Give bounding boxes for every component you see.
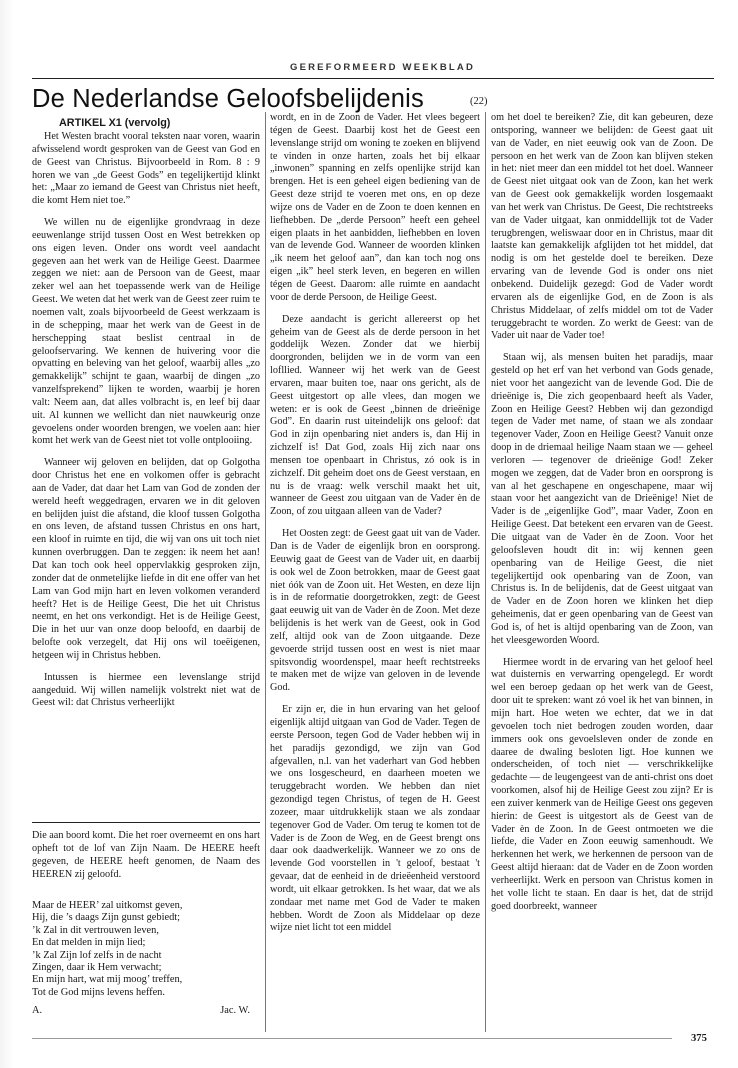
section-divider: [32, 822, 260, 823]
column-1-paragraph: Het Westen bracht vooral teksten naar voren, waarin afwisselend wordt gesproken van de Geest van God en de Geest van Christus. Bijvoorbeeld in Rom. 8 : 9 horen we van „de Geest Gods” en tegelijkertijd klinkt het: „Maar zo iemand de Geest van Christus niet heeft, die komt Hem niet toe.”: [32, 131, 260, 207]
page-number: 375: [691, 1033, 707, 1044]
column-3-paragraph: Hiermee wordt in de ervaring van het geloof heel wat duisternis en verwarring opengelegd. Er wordt wel een beroep gedaan op het werk van de Geest, door uit te spreken: want zó voel ik het van binnen, in mijn hart. Hoe weten we echter, dat we in dat gevoelen toch niet bedrogen zouden worden, daar immers ook ons gevoelsleven onder de zonde en daaree de dwaling besloten ligt. Hoe kunnen we onderscheiden, of toch niet — verschrikkelijke gedachte — de leugengeest van de anti-christ ons doet voorkomen, alsof hij de Heilige Geest zou zijn? Er is een zuiver kenmerk van de Heilige Geest ons gegeven hierin: de Geest is uitgestort als de Geest van de Vader èn de Zoon. In de Geest ontmoeten we die liefde, die Vader en Zoon eeuwig samenhoudt. We herkennen het werk, we herkennen de persoon van de Geest altijd hieraan: dat de Vader en de Zoon worden verheerlijkt. Werk en persoon van Christus komen in het volle licht te staan. En daar is het, dat de strijd goed doorbreekt, wanneer: [491, 656, 713, 912]
column-3: [491, 112, 713, 913]
column-1-paragraph: Intussen is hiermee een levenslange strijd aangeduid. Wij willen namelijk volstrekt niet wat de Geest wil: dat Christus verheerlijkt: [32, 671, 260, 709]
column-2-paragraph: Het Oosten zegt: de Geest gaat uit van de Vader. Dan is de Vader de eigenlijk bron en oorsprong. Eeuwig gaat de Geest van de Vader uit, en daarbij is ook wel de Zoon betrokken, maar de Geest gaat niet óók van de Zoon uit. Het Westen, en deze lijn is in de reformatie doorgetrokken, zegt: de Geest gaat eeuwig uit van de Vader èn de Zoon. Met deze belijdenis is het werk van de Geest, ook in God zelf, altijd ook van de Zoon uitgaande. Deze gevoerde strijd tussen oost en west is niet maar spitsvondig woordenspel, maar heeft rechtstreeks te maken met de wijze van geloven in de levende God.: [270, 528, 480, 694]
signature-left: A.: [32, 1005, 43, 1017]
issue-number: (22): [470, 96, 488, 107]
column-2-paragraph: Deze aandacht is gericht allereerst op het geheim van de Geest als de derde persoon in het goddelijk Wezen. Zonder dat we hierbij doorgronden, belijden we in de vorm van een lofllied. Wanneer wij het werk van de Geest ervaren, maar buiten toe, naar ons gericht, als de Geest uitgestort op alle vlees, dan mogen we weten: er is ook de Geest „binnen de drieënige God”. En daarin rust uiteindelijk ons geloof: dat God in zijn openbaring niet anders is, dan Hij in zichzelf is! Dat God, zoals Hij zich naar ons mensen toe openbaart in Christus, zó ook is in zichzelf. Dit geheim doet ons de Geest verstaan, en nu is de vraag: welk verschil maakt het uit, wanneer de Geest zou uitgaan van de Vader èn de Zoon, of zou uitgaan alleen van de Vader?: [270, 313, 480, 518]
psalm-quote: [32, 900, 260, 1018]
column-divider-1: [265, 112, 266, 1032]
closing-paragraph-block: [32, 830, 260, 881]
psalm-line: ’k Zal in dit vertrouwen leven,: [32, 924, 159, 936]
article-title: De Nederlandse Geloofsbelijdenis: [32, 85, 424, 113]
column-3-paragraph: om het doel te bereiken? Zie, dit kan gebeuren, deze ontsporing, wanneer we belijden: de Geest gaat uit van de Vader, en niet eeuwig ook van de Zoon. De persoon en het werk van de Zoon kan blijven steken in het: niet meer dan een middel tot het doel. Wanneer de Geest niet uitgaat ook van de Zoon, kan het werk van de Geest ook gemakkelijk worden losgemaakt van het werk van Christus. De Geest, Die rechtstreeks van de Vader uitgaat, kan onmiddellijk tot de Vader terugbrengen, weliswaar door en in Christus, maar dit laatste kan gemakkelijk afglijden tot het middel, dat nodig is om het gestelde doel te bereiken. Deze ervaring van de levende God is onder ons niet onbekend. Duidelijk gezegd: God de Vader wordt ervaren als de eigenlijke God, en de Zoon is als Christus Middelaar, of zelfs middel om tot de Vader teruggebracht te worden. Zo werkt de Geest: van de Vader uit naar de Vader toe!: [491, 112, 713, 342]
psalm-line: Tot de God mijns levens heffen.: [32, 986, 165, 998]
signature-line: [32, 1005, 250, 1017]
psalm-line: Hij, die ’s daags Zijn gunst gebiedt;: [32, 912, 181, 924]
article-subtitle: ARTIKEL X1 (vervolg): [59, 117, 171, 129]
header-rule: [32, 78, 714, 79]
psalm-line: En mijn hart, wat mij moog’ treffen,: [32, 974, 183, 986]
column-3-paragraph: Staan wij, als mensen buiten het paradijs, maar gesteld op het erf van het verbond van Gods genade, niet voor het aangezicht van de levende God. Die de drieënige is, Die zich geopenbaard heeft als Vader, Zoon en Heilige Geest? Hebben wij dan gezondigd tegen de Vader met name, of staan we als zondaar tegenover Vader, Zoon en Heilige Geest? Vanuit onze doop in de driemaal heilige Naam staan we — geheel verloren — tegenover de drieënige God! Zeker mogen we zeggen, dat de Vader bron en oorsprong is van al het geschapene en ongeschapene, maar wij staan voor het aangezicht van de Drieënige! Niet de Vader is de „eigenlijke God”, maar Vader, Zoon en Heilige Geest. Dat betekent een ervaren van de Geest. Die uitgaat van de Vader èn de Zoon. Voor het geloofsleven houdt dit in: wij kennen geen openbaring van de Heilige Geest, die niet tegelijkertijd ook openbaring van de Zoon, van Christus is. In de belijdenis, dat de Geest uitgaat van de Vader en de Zoon horen we klinken het diep geheimenis, dat er geen openbaring van de Geest van God is, of het is altijd openbaring van de Zoon, van het vleesgeworden Woord.: [491, 352, 713, 646]
psalm-line: ’k Zal Zijn lof zelfs in de nacht: [32, 949, 162, 961]
column-1-paragraph: Wanneer wij geloven en belijden, dat op Golgotha door Christus het ene en volkomen offer is gebracht aan de Vader, dat daar het Lam van God de zonden der wereld heeft weggedragen, ervaren we in dit geloven en belijden juist die afstand, die kloof tussen Golgotha en ons leven, de afstand tussen Christus en ons hart, een kloof in ruimte en tijd, die wij van ons uit toch niet kunnen overbruggen. Dan te zeggen: ik neem het aan! Dat kan toch ook heel oppervlakkig gesproken zijn, zonder dat de onmetelijke liefde in dit ene offer van het Lam van God mijn hart en leven volkomen veranderd heeft? Het is de Heilige Geest, Die het uit Christus neemt, en het ons verkondigt. Het is de Heilige Geest, Die in het uur van onze doop beloofd, en daarbij de belofte ook verzegelt, dat Hij ons wil toeëigenen, hetgeen wij in Christus hebben.: [32, 457, 260, 661]
column-1-paragraph: We willen nu de eigenlijke grondvraag in deze eeuwenlange strijd tussen Oost en West betrekken op ons eigen leven. Onder ons wordt veel aandacht gegeven aan het werk van de Heilige Geest. Daarmee zeggen we niet: aan de Persoon van de Geest, maar zeker wel aan het toepassende werk van de Heilige Geest. We weten dat het werk van de Geest zeer ruim te noemen valt, zoals bijvoorbeeld de Geest werkzaam is in de schepping, maar het werk van de Geest in de herschepping staat beslist centraal in de geloofservaring. We kennen de huivering voor die opvatting en beleving van het geloof, waarbij alles „zo gemakkelijk” schijnt te gaan, waarbij de dingen „zo vanzelfsprekend” lijken te worden, waarbij je horen valt: Neem aan, dat alles volbracht is, en leef bij daar uit. Al kunnen we wellicht dan niet nauwkeurig onze gevoelens onder woorden brengen, we voelen aan: hier komt het werk van de Geest niet tot volle ontplooiing.: [32, 217, 260, 447]
footer-rule: [32, 1038, 672, 1039]
column-2: [270, 112, 480, 935]
column-2-paragraph: wordt, en in de Zoon de Vader. Het vlees begeert tégen de Geest. Daarbij kost het de Geest een levenslange strijd om woning te zoeken en blijvend te vinden in onze harten, zoals het bij elkaar „inwonen” spanning en zelfs openlijke strijd kan brengen. Het is een geheel eigen bediening van de Geest deze strijd te voeren met ons, en op deze wijze ons de Vader en de Zoon te doen kennen en liefhebben. De „derde Persoon” heeft een geheel eigen plaats in het aanbidden, liefhebben en loven van de levende God. Wanneer de woorden klinken „ik neem het geloof aan”, dan kan toch nog ons eigen „ik” heel sterk leven, en begeren en willen tégen de Geest. Daarom: alle ruimte en aandacht voor de derde Persoon, de Heilige Geest.: [270, 112, 480, 303]
scan-edge-shadow: [0, 0, 14, 1068]
signature-right: Jac. W.: [220, 1005, 250, 1017]
psalm-line: Zingen, daar ik Hem verwacht;: [32, 962, 162, 974]
psalm-line: En dat melden in mijn lied;: [32, 937, 146, 949]
closing-paragraph: Die aan boord komt. Die het roer overneemt en ons hart opheft tot de lof van Zijn Naam. De HEERE heeft gegeven, de HEERE heeft genomen, de Naam des HEEREN zij geloofd.: [32, 830, 260, 880]
psalm-line: Maar de HEER’ zal uitkomst geven,: [32, 900, 183, 911]
column-divider-2: [485, 112, 486, 1032]
running-header: GEREFORMEERD WEEKBLAD: [290, 62, 476, 73]
column-2-paragraph: Er zijn er, die in hun ervaring van het geloof eigenlijk altijd uitgaan van God de Vader. Tegen de eerste Persoon, tegen God de Vader hebben wij in het paradijs gezondigd, we zijn van God afgevallen, n.l. van het vaderhart van God hebben we ons losgescheurd, en daarheen moeten we teruggebracht worden. We hebben dan niet gezondigd tegen Christus, of tegen de H. Geest zozeer, maar uitdrukkelijk staan we als zondaar tegenover God de Vader. Om terug te komen tot de Vader is de Zoon de Weg, en de Geest brengt ons daar ook daadwerkelijk. Wanneer we zo ons de levende God voorstellen in 't geloof, bestaat 't gevaar, dat de eenheid in de drieëenheid verstoord wordt, uit elkaar getrokken. Is het waar, dat we als zondaar met name met God de Vader te maken hebben. Wordt de Zoon als Middelaar op deze wijze niet licht tot een middel: [270, 704, 480, 934]
column-1: [32, 131, 260, 710]
